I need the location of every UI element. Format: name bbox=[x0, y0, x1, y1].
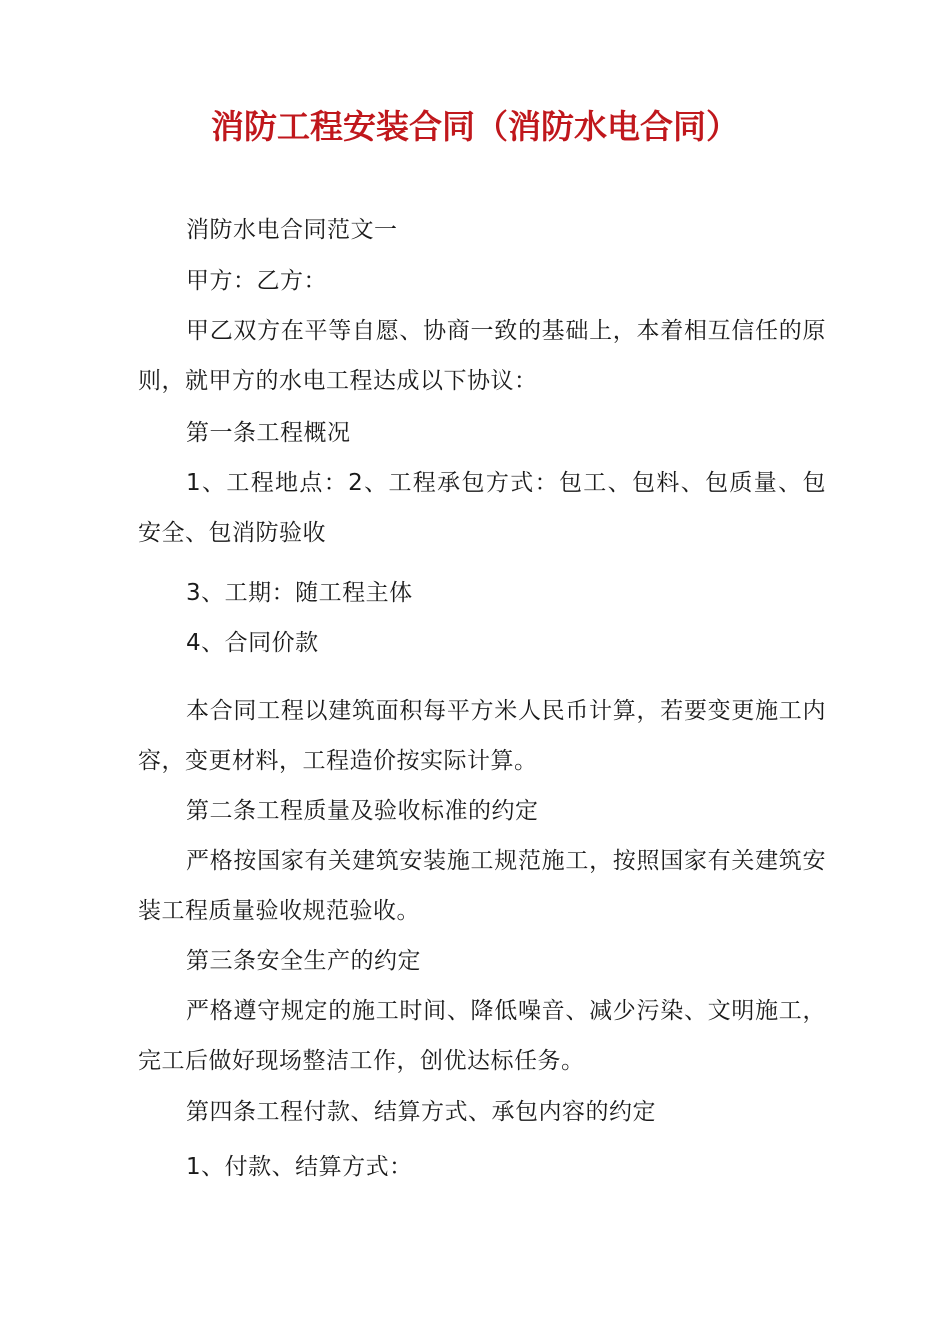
document-title: 消防工程安装合同（消防水电合同） bbox=[211, 107, 739, 146]
paragraph-article-3-heading: 第三条安全生产的约定 bbox=[186, 948, 421, 974]
paragraph-quality: 严格按国家有关建筑安装施工规范施工，按照国家有关建筑安装工程质量验收规范验收。 bbox=[138, 848, 826, 924]
paragraph-parties: 甲方：乙方： bbox=[186, 268, 327, 294]
paragraph-safety: 严格遵守规定的施工时间、降低噪音、减少污染、文明施工，完工后做好现场整洁工作，创优达标任务。 bbox=[138, 998, 826, 1074]
paragraph-item-1-2: 1、工程地点：2、工程承包方式：包工、包料、包质量、包安全、包消防验收 bbox=[138, 470, 826, 546]
paragraph-article-2-heading: 第二条工程质量及验收标准的约定 bbox=[186, 798, 539, 824]
paragraph-preamble: 甲乙双方在平等自愿、协商一致的基础上，本着相互信任的原则，就甲方的水电工程达成以下协议： bbox=[138, 318, 826, 394]
paragraph-article-1-heading: 第一条工程概况 bbox=[186, 420, 351, 446]
paragraph-item-3: 3、工期：随工程主体 bbox=[186, 580, 413, 606]
paragraph-article-4-heading: 第四条工程付款、结算方式、承包内容的约定 bbox=[186, 1099, 656, 1125]
paragraph-price: 本合同工程以建筑面积每平方米人民币计算，若要变更施工内容，变更材料，工程造价按实际计算。 bbox=[138, 698, 826, 774]
paragraph-subtitle: 消防水电合同范文一 bbox=[186, 217, 398, 243]
paragraph-item-4: 4、合同价款 bbox=[186, 630, 319, 656]
paragraph-payment: 1、付款、结算方式： bbox=[186, 1154, 413, 1180]
